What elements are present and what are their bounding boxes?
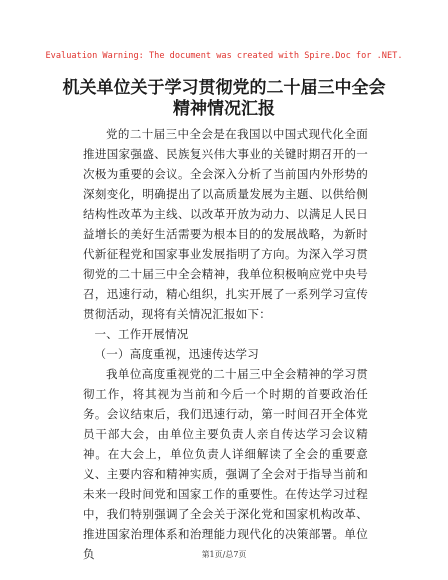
document-title: 机关单位关于学习贯彻党的二十届三中全会精神情况汇报 [62, 78, 386, 119]
section-heading: 一、工作开展情况 [94, 327, 189, 341]
intro-paragraph: 党的二十届三中全会是在我国以中国式现代化全面推进国家强盛、民族复兴伟大事业的关键时期召开的一次极为重要的会议。全会深入分析了当前国内外形势的深刻变化，明确提出了以高质量发展为主题、以供给侧结构性改革为主线、以改革开放为动力、以满足人民日益增长的美好生活需要为根本目的的发展战略，为新时代新征程党和国家事业发展指明了方向。为深入学习贯彻党的二十届三中全会精神，我单位积极响应党中央号召，迅速行动，精心组织，扎实开展了一系列学习宣传贯彻活动，现将有关情况汇报如下： [83, 127, 368, 321]
page-number: 第1页/总7页 [201, 550, 247, 559]
document-body [83, 124, 368, 564]
body-paragraph: 我单位高度重视党的二十届三中全会精神的学习贯彻工作，将其视为当前和今后一个时期的首要政治任务。会议结束后，我们迅速行动，第一时间召开全体党员干部大会，由单位主要负责人亲自传达学习会议精神。在大会上，单位负责人详细解读了全会的重要意义、主要内容和精神实质，强调了全会对于指导当前和未来一段时间党和国家工作的重要性。在传达学习过程中，我们特别强调了全会关于深化党和国家机构改革、推进国家治理体系和治理能力现代化的决策部署。单位负 [83, 367, 368, 561]
evaluation-warning: Evaluation Warning: The document was created with Spire.Doc for .NET. [45, 51, 403, 61]
subsection-heading: （一）高度重视，迅速传达学习 [94, 347, 259, 361]
